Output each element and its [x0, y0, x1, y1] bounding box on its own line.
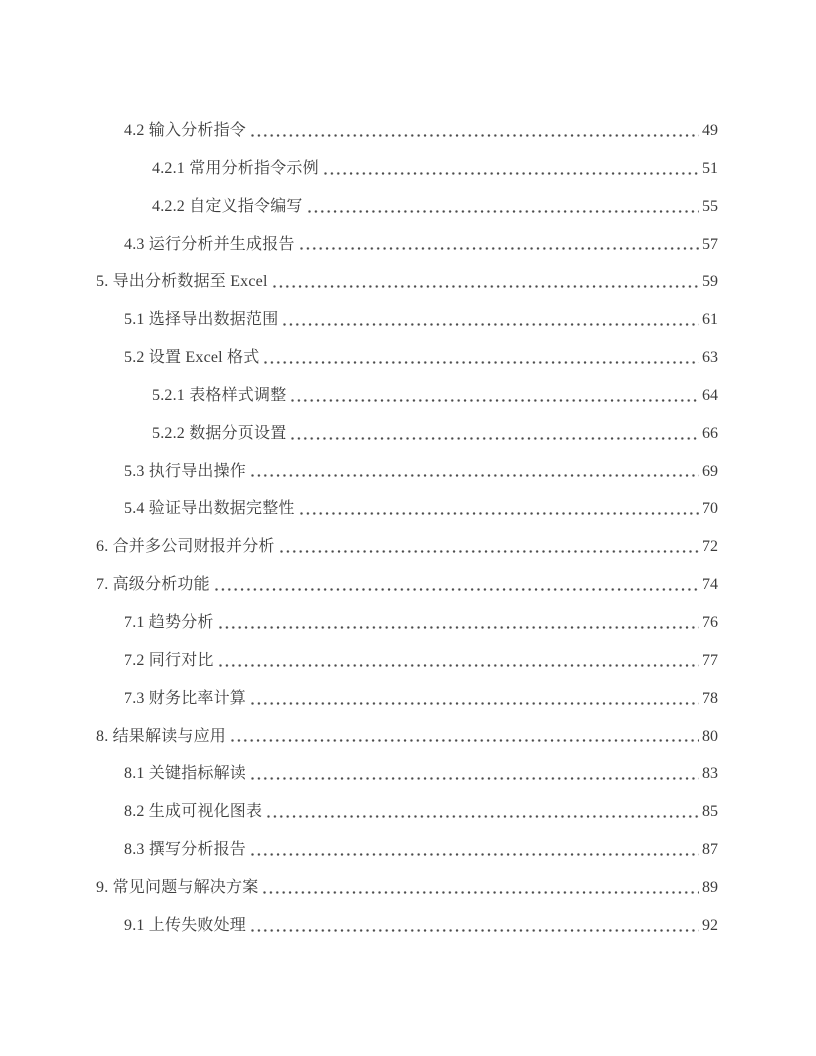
toc-entry-page-number: 66: [702, 424, 718, 442]
dot-leader: [251, 702, 699, 705]
dot-leader: [251, 853, 699, 856]
toc-entry[interactable]: [96, 566, 718, 604]
toc-entry-title: 4.3 运行分析并生成报告: [124, 235, 295, 253]
toc-entry[interactable]: [124, 112, 718, 150]
dot-leader: [280, 550, 699, 553]
toc-entry-title: 5.3 执行导出操作: [124, 462, 247, 480]
toc-entry[interactable]: [124, 793, 718, 831]
dot-leader: [231, 739, 699, 742]
toc-entry-title: 5.2.2 数据分页设置: [152, 424, 287, 442]
toc-entry-title: 8.1 关键指标解读: [124, 765, 247, 783]
toc-entry-page-number: 59: [702, 273, 718, 291]
toc-entry-page-number: 49: [702, 122, 718, 139]
toc-entry-page-number: 78: [702, 689, 718, 707]
toc-entry[interactable]: [124, 490, 718, 528]
dot-leader: [251, 777, 699, 780]
toc-entry-page-number: 72: [702, 538, 718, 556]
toc-entry-page-number: 87: [702, 841, 718, 859]
dot-leader: [300, 512, 699, 515]
toc-entry-title: 8.2 生成可视化图表: [124, 803, 263, 821]
toc-entry[interactable]: [124, 642, 718, 680]
toc-entry-page-number: 76: [702, 613, 718, 631]
toc-entry-page-number: 77: [702, 651, 718, 669]
toc-entry-title: 7.2 同行对比: [124, 651, 214, 669]
toc-entry-title: 9. 常见问题与解决方案: [96, 878, 259, 896]
dot-leader: [267, 815, 699, 818]
toc-entry-title: 4.2.1 常用分析指令示例: [152, 159, 319, 177]
toc-entry-page-number: 57: [702, 235, 718, 253]
toc-entry-page-number: 83: [702, 765, 718, 783]
toc-entry-title: 7.1 趋势分析: [124, 613, 214, 631]
toc-entry[interactable]: [124, 226, 718, 264]
dot-leader: [219, 664, 699, 667]
toc-entry-title: 5.1 选择导出数据范围: [124, 311, 279, 329]
toc-entry[interactable]: [152, 415, 718, 453]
toc-entry-title: 9.1 上传失败处理: [124, 916, 247, 934]
dot-leader: [219, 626, 699, 629]
toc-entry[interactable]: [152, 188, 718, 226]
toc-entry-title: 5.4 验证导出数据完整性: [124, 500, 295, 518]
dot-leader: [291, 399, 699, 402]
toc-entry[interactable]: [124, 680, 718, 718]
dot-leader: [264, 361, 699, 364]
toc-entry-page-number: 89: [702, 878, 718, 896]
toc-entry-title: 7. 高级分析功能: [96, 576, 210, 594]
toc-entry-title: 5.2.1 表格样式调整: [152, 386, 287, 404]
toc-entry-title: 4.2.2 自定义指令编写: [152, 197, 303, 215]
toc-entry[interactable]: [124, 339, 718, 377]
toc-entry-title: 8.3 撰写分析报告: [124, 841, 247, 859]
toc-entry[interactable]: [152, 150, 718, 188]
toc-entry[interactable]: [124, 907, 718, 945]
dot-leader: [300, 247, 699, 250]
toc-entry-title: 6. 合并多公司财报并分析: [96, 538, 275, 556]
dot-leader: [251, 134, 699, 137]
toc-entry[interactable]: [124, 831, 718, 869]
dot-leader: [291, 437, 699, 440]
toc-entry[interactable]: [152, 377, 718, 415]
toc-entry-page-number: 70: [702, 500, 718, 518]
toc-entry[interactable]: [96, 263, 718, 301]
dot-leader: [251, 929, 699, 932]
toc-entry-title: 8. 结果解读与应用: [96, 727, 227, 745]
dot-leader: [263, 891, 699, 894]
toc-entry[interactable]: [124, 301, 718, 339]
toc-entry[interactable]: [124, 755, 718, 793]
toc-entry-page-number: 55: [702, 197, 718, 215]
dot-leader: [273, 285, 699, 288]
toc-entry-title: 5. 导出分析数据至 Excel: [96, 273, 268, 291]
toc-entry-page-number: 63: [702, 349, 718, 367]
toc-entry-page-number: 61: [702, 311, 718, 329]
toc-entry[interactable]: [96, 869, 718, 907]
table-of-contents: [96, 112, 718, 945]
toc-entry[interactable]: [96, 718, 718, 756]
toc-entry-title: 7.3 财务比率计算: [124, 689, 247, 707]
toc-entry[interactable]: [96, 528, 718, 566]
toc-entry-page-number: 64: [702, 386, 718, 404]
toc-entry-page-number: 74: [702, 576, 718, 594]
dot-leader: [251, 474, 699, 477]
toc-entry-title: 4.2 输入分析指令: [124, 122, 247, 139]
toc-entry-title: 5.2 设置 Excel 格式: [124, 349, 260, 367]
toc-entry-page-number: 92: [702, 916, 718, 934]
dot-leader: [324, 172, 699, 175]
toc-entry[interactable]: [124, 453, 718, 491]
toc-entry[interactable]: [124, 604, 718, 642]
dot-leader: [283, 323, 699, 326]
toc-entry-page-number: 69: [702, 462, 718, 480]
toc-entry-page-number: 51: [702, 159, 718, 177]
dot-leader: [215, 588, 699, 591]
dot-leader: [308, 210, 699, 213]
toc-entry-page-number: 80: [702, 727, 718, 745]
toc-entry-page-number: 85: [702, 803, 718, 821]
